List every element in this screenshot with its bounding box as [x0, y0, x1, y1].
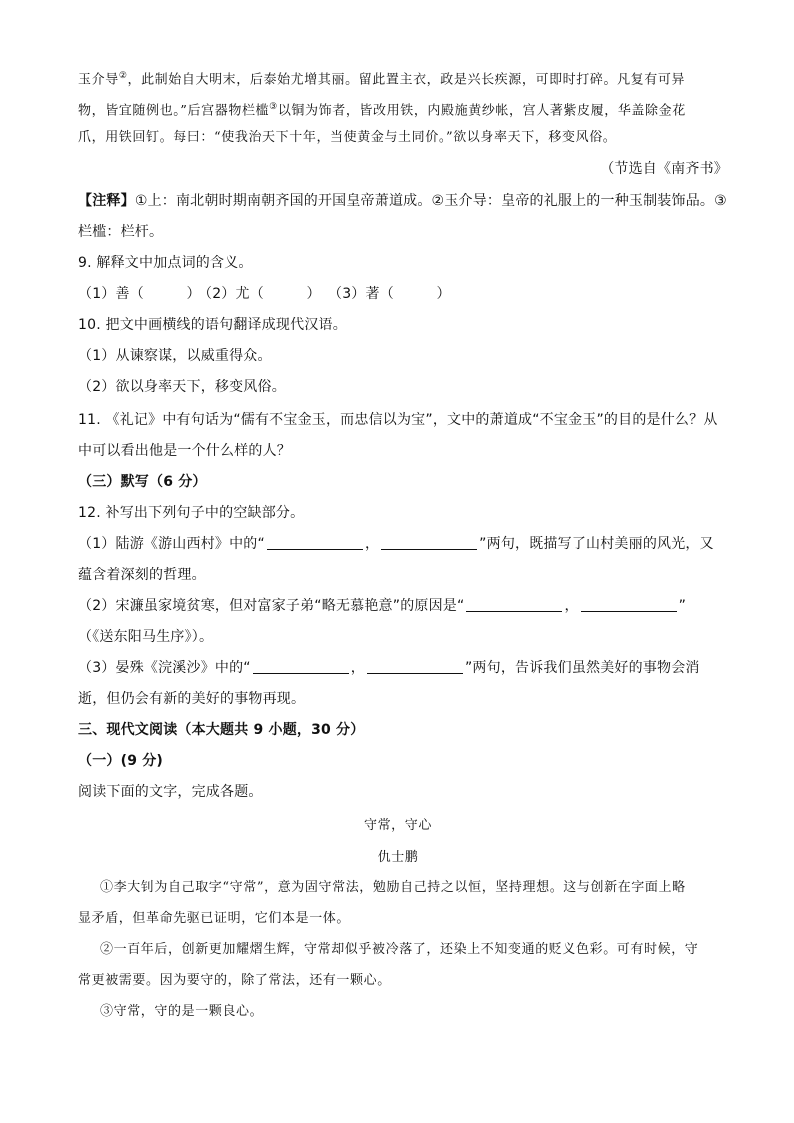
answer-blank[interactable]	[581, 597, 677, 612]
footnote-marker: ②	[118, 71, 128, 81]
question-9-stem: 9. 解释文中加点词的含义。	[78, 255, 253, 271]
answer-blank[interactable]	[267, 535, 363, 550]
question-11-line: 中可以看出他是一个什么样的人？	[78, 443, 291, 459]
paragraph-line: ③守常，守的是一颗良心。	[100, 1004, 264, 1019]
article-title: 守常，守心	[363, 818, 432, 833]
question-12-item: （1）陆游《游山西村》中的“ ， ”两句，既描写了山村美丽的风光，又	[78, 536, 714, 552]
passage-line: 物，皆宜随例也。”后宫器物栏槛③以铜为饰者，皆改用铁，内殿施黄纱帐，宫人著紫皮履，华盖除金花	[78, 102, 686, 119]
answer-blank[interactable]	[381, 535, 477, 550]
section-heading: 三、现代文阅读（本大题共 9 小题，30 分）	[78, 722, 365, 738]
question-12-stem: 12. 补写出下列句子中的空缺部分。	[78, 505, 305, 521]
question-12-item: （2）宋濂虽家境贫寒，但对富家子弟“略无慕艳意”的原因是“ ， ”	[78, 598, 687, 614]
question-12-item-cont: 逝，但仍会有新的美好的事物再现。	[78, 691, 306, 707]
paragraph-line: 常更被需要。因为要守的，除了常法，还有一颗心。	[78, 973, 391, 988]
footnote-marker: ③	[269, 102, 278, 112]
passage-source: （节选自《南齐书》	[600, 161, 728, 177]
section-heading: （三）默写（6 分）	[78, 474, 207, 490]
question-10-item: （2）欲以身率天下，移变风俗。	[78, 379, 286, 395]
annotation-label: 【注释】	[78, 193, 135, 209]
annotation-line: 【注释】①上：南北朝时期南朝齐国的开国皇帝萧道成。②玉介导：皇帝的礼服上的一种玉制装饰品。③	[78, 193, 727, 209]
paragraph-line: ②一百年后，创新更加耀熠生辉，守常却似乎被冷落了，还染上不知变通的贬义色彩。可有时候，守	[100, 942, 699, 957]
answer-blank[interactable]	[466, 597, 562, 612]
answer-blank[interactable]	[367, 659, 463, 674]
question-9-items	[78, 284, 718, 304]
passage-line: 玉介导②，此制始自大明末，后泰始尤增其丽。留此置主衣，政是兴长疾源，可即时打碎。凡复有可异	[78, 71, 686, 88]
question-10-item: （1）从谏察谋，以威重得众。	[78, 348, 272, 364]
question-9-item: （3）著（ ）	[328, 286, 451, 302]
article-author: 仇士鹏	[377, 850, 419, 865]
question-9-item: （2）尤（ ）	[198, 286, 321, 302]
paragraph-line: 显矛盾，但革命先驱已证明，它们本是一体。	[78, 911, 351, 926]
question-12-item-cont: （《送东阳马生序》）。	[78, 629, 214, 645]
question-12-item: （3）晏殊《浣溪沙》中的“ ， ”两句，告诉我们虽然美好的事物会消	[78, 660, 700, 676]
reading-instruction: 阅读下面的文字，完成各题。	[78, 784, 263, 800]
paragraph-line: ①李大钊为自己取字“守常”，意为固守常法，勉励自己持之以恒，坚持理想。这与创新在字面上略	[100, 880, 686, 895]
question-10-stem: 10. 把文中画横线的语句翻译成现代汉语。	[78, 317, 347, 333]
passage-line: 爪，用铁回钉。每曰：“使我治天下十年，当使黄金与土同价。”欲以身率天下，移变风俗。	[78, 130, 617, 145]
question-11-line: 11. 《礼记》中有句话为“儒有不宝金玉，而忠信以为宝”，文中的萧道成“不宝金玉”的目的是什么？从	[78, 412, 718, 428]
annotation-line: 栏槛：栏杆。	[78, 224, 164, 240]
subsection-heading: （一）(9 分)	[78, 753, 164, 769]
question-12-item-cont: 蕴含着深刻的哲理。	[78, 567, 206, 583]
question-9-item: （1）善（ ）	[78, 286, 201, 302]
answer-blank[interactable]	[253, 659, 349, 674]
